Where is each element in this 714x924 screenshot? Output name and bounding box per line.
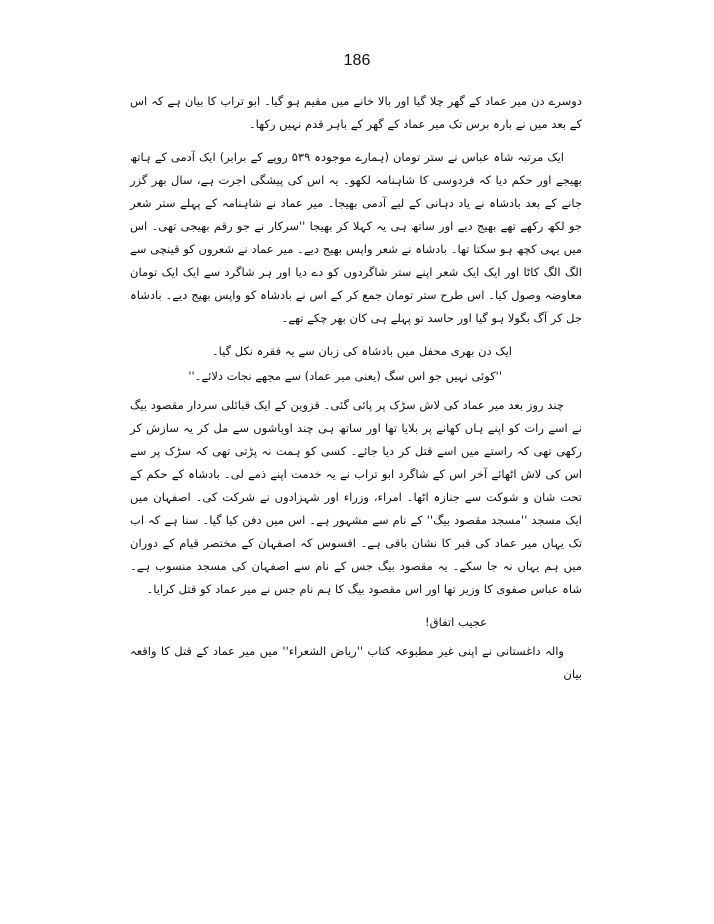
quote: ''کوئی نہیں جو اس سگ (یعنی میر عماد) سے مجھے نجات دلائے۔'' [188, 369, 502, 383]
paragraph-1: دوسرے دن میر عماد کے گھر چلا گیا اور بالا خانے میں مقیم ہو گیا۔ ابو تراب کا بیان ہے کہ اس کے بعد میں نے بارہ برس تک میر عماد کے گھر کے باہر قدم نہیں رکھا۔ [130, 94, 582, 131]
subheading: عجیب اتفاق! [425, 615, 487, 629]
paragraph-2: ایک مرتبہ شاہ عباس نے ستر تومان (ہمارے موجودہ ۵۳۹ روپے کے برابر) ایک آدمی کے ہاتھ بھیجے اور حکم دیا کہ فردوسی کا شاہنامہ لکھو۔ یہ اس کی پیشگی اجرت ہے، سال بھر گزر جانے کے بعد بادشاہ نے یاد دہانی کے لیے آدمی بھیجا۔ میر عماد نے شاہنامہ کے پہلے ستر شعر جو لکھ رکھے تھے بھیج دیے اور ساتھ ہی یہ کہلا کر بھیجا ''سرکار نے جو رقم بھیجی تھی۔ اس میں یہی کچھ ہو سکتا تھا۔ بادشاہ نے شعر واپس بھیج دیے۔ میر عماد نے شعروں کو قینچی سے الگ الگ کاٹا اور ایک ایک شعر اپنے ستر شاگردوں کو دے دیا اور ہر شاگرد سے ایک ایک تومان معاوضہ وصول کیا۔ اس طرح ستر تومان جمع کر کے اس نے بادشاہ کو واپس بھیج دیے۔ بادشاہ جل کر آگ بگولا ہو گیا اور حاسد تو پہلے ہی کان بھر چکے تھے۔ [130, 150, 582, 325]
paragraph-5: والہ داغستانی نے اپنی غیر مطبوعہ کتاب ''ریاض الشعراء'' میں میر عماد کے قتل کا واقعہ بیان [130, 644, 582, 681]
page-number: 186 [343, 52, 371, 69]
paragraph-3: ایک دن بھری محفل میں بادشاہ کی زبان سے یہ فقرہ نکل گیا۔ [211, 344, 512, 358]
page-body [130, 90, 582, 696]
paragraph-4: چند روز بعد میر عماد کی لاش سڑک پر پائی گئی۔ قزوین کے ایک قبائلی سردار مقصود بیگ نے اسے رات کو اپنے ہاں کھانے پر بلایا تھا اور ساتھ ہی چند اوباشوں سے مل کر یہ سازش کر رکھی تھی کہ راستے میں اسے قتل کر دیا جائے۔ کسی کو ہمت نہ پڑتی تھی کہ سڑک پر سے اس کی لاش اٹھائے آخر اس کے شاگرد ابو تراب نے یہ خدمت اپنے ذمے لی۔ بادشاہ کے حکم کے تحت شان و شوکت سے جنازہ اٹھا۔ امراء، وزراء اور شہزادوں نے شرکت کی۔ اصفہان میں ایک مسجد ''مسجد مقصود بیگ'' کے نام سے مشہور ہے۔ اس میں دفن کیا گیا۔ سنا ہے کہ اب تک یہاں میر عماد کی قبر کا نشان باقی ہے۔ افسوس کہ اصفہان کے مختصر قیام کے دوران میں ہم یہاں نہ جا سکے۔ یہ مقصود بیگ جس کے نام سے اصفہان کی مسجد منسوب ہے۔ شاہ عباس صفوی کا وزیر تھا اور اس مقصود بیگ کا ہم نام جس نے میر عماد کو قتل کرایا۔ [130, 398, 582, 596]
